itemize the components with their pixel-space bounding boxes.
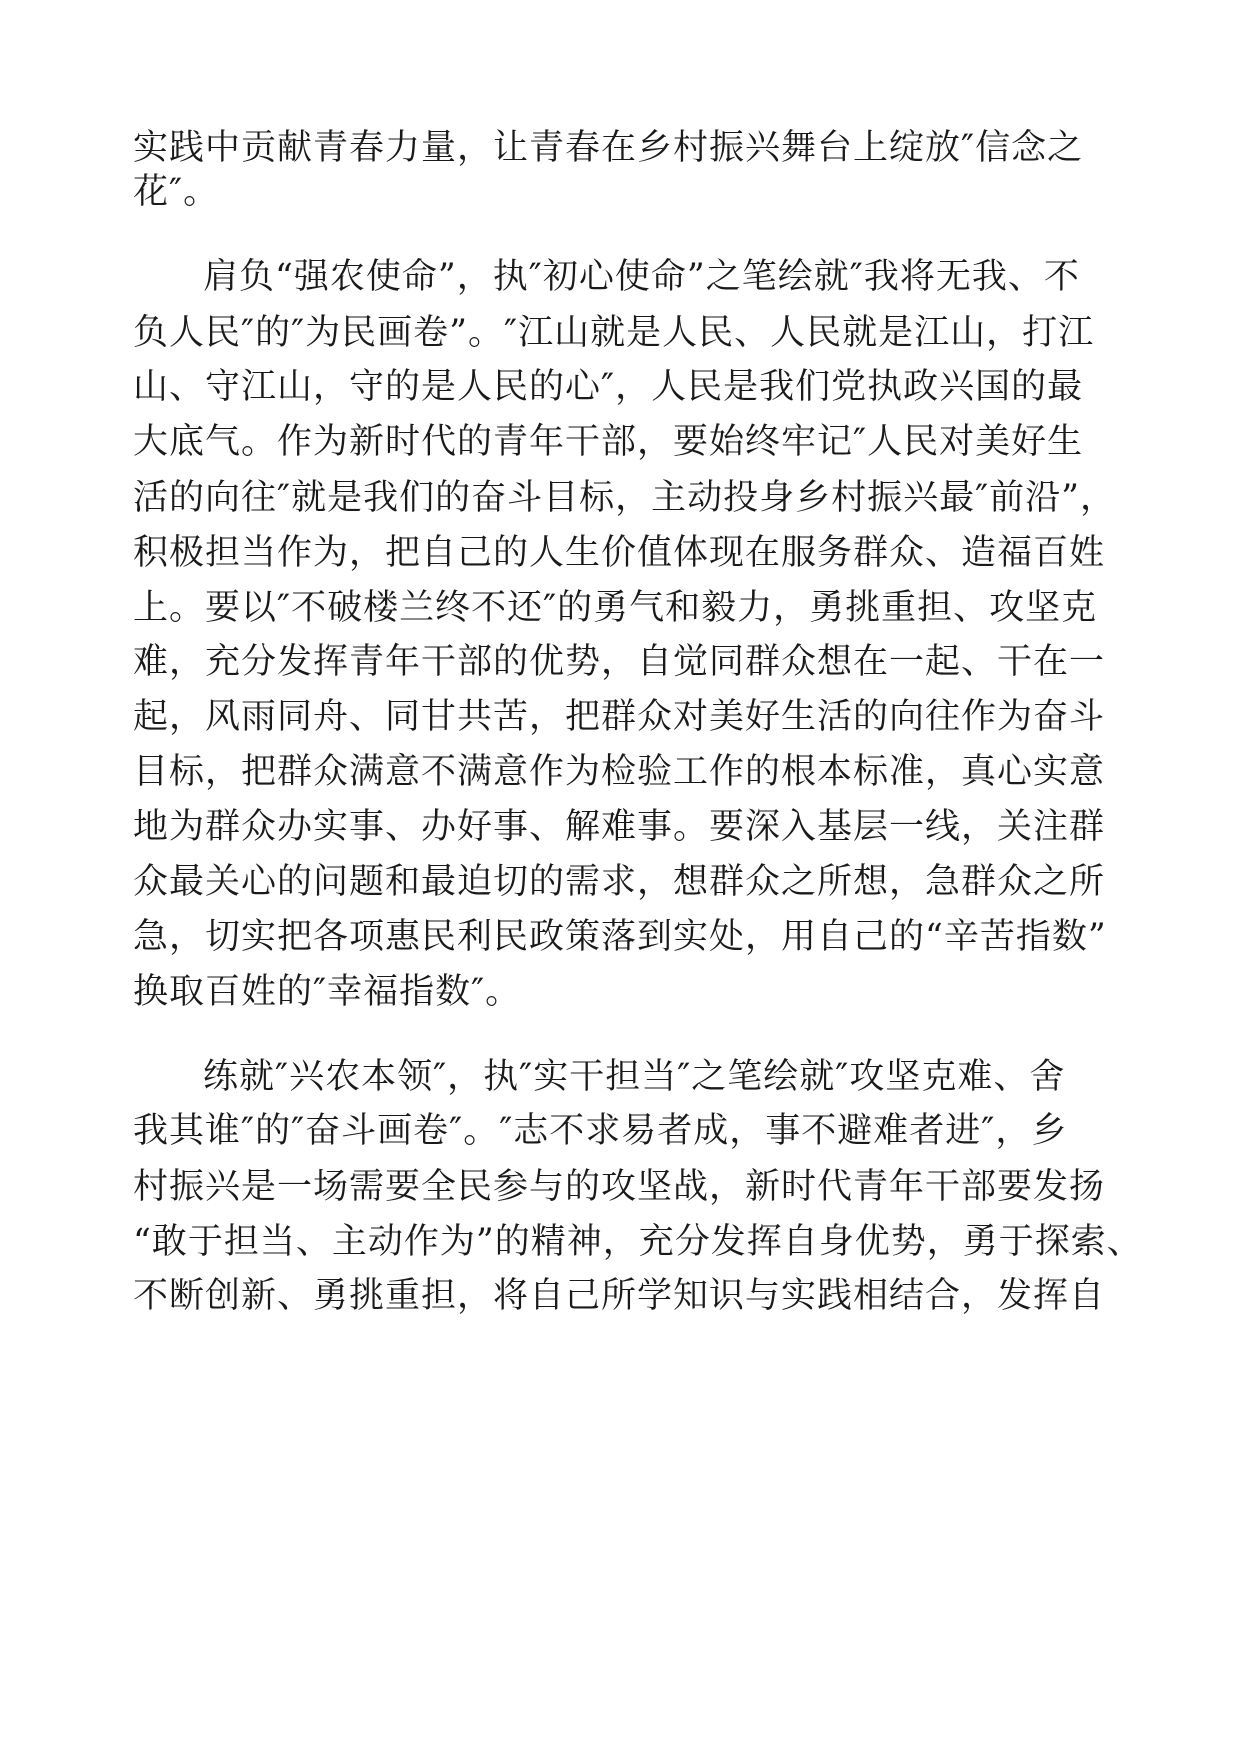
text-line: 山、守江山，守的是人民的心″，人民是我们党执政兴国的最 bbox=[133, 367, 1084, 407]
text-line: 练就″兴农本领″，执″实干担当″之笔绘就″攻坚克难、舍 bbox=[203, 1057, 1066, 1097]
text-line: 急，切实把各项惠民利民政策落到实处，用自己的“辛苦指数” bbox=[133, 917, 1107, 957]
text-line: “敢于担当、主动作为”的精神，充分发挥自身优势，勇于探索、 bbox=[133, 1222, 1143, 1262]
text-line: 实践中贡献青春力量，让青春在乡村振兴舞台上绽放″信念之 bbox=[133, 128, 1084, 168]
text-line: 目标，把群众满意不满意作为检验工作的根本标准，真心实意 bbox=[133, 752, 1106, 792]
text-line: 换取百姓的″幸福指数″。 bbox=[133, 972, 522, 1012]
text-line: 我其谁″的″奋斗画卷″。″志不求易者成，事不避难者进″，乡 bbox=[133, 1111, 1068, 1151]
text-line: 上。要以″不破楼兰终不还″的勇气和毅力，勇挑重担、攻坚克 bbox=[133, 588, 1098, 628]
text-line: 村振兴是一场需要全民参与的攻坚战，新时代青年干部要发扬 bbox=[133, 1167, 1106, 1207]
text-line: 负人民″的″为民画卷”。″江山就是人民、人民就是江山，打江 bbox=[133, 313, 1095, 353]
text-line: 地为群众办实事、办好事、解难事。要深入基层一线，关注群 bbox=[133, 807, 1106, 847]
text-line: 起，风雨同舟、同甘共苦，把群众对美好生活的向往作为奋斗 bbox=[133, 697, 1106, 737]
text-line: 难，充分发挥青年干部的优势，自觉同群众想在一起、干在一 bbox=[133, 642, 1106, 682]
text-line: 大底气。作为新时代的青年干部，要始终牢记″人民对美好生 bbox=[133, 422, 1084, 462]
text-line: 众最关心的问题和最迫切的需求，想群众之所想，急群众之所 bbox=[133, 862, 1106, 902]
text-line: 肩负“强农使命”，执″初心使命”之笔绘就″我将无我、不 bbox=[203, 257, 1080, 297]
text-line: 花″。 bbox=[133, 172, 220, 212]
text-line: 活的向往″就是我们的奋斗目标，主动投身乡村振兴最″前沿”， bbox=[133, 478, 1117, 518]
text-line: 积极担当作为，把自己的人生价值体现在服务群众、造福百姓 bbox=[133, 533, 1106, 573]
text-line: 不断创新、勇挑重担，将自己所学知识与实践相结合，发挥自 bbox=[133, 1276, 1106, 1316]
